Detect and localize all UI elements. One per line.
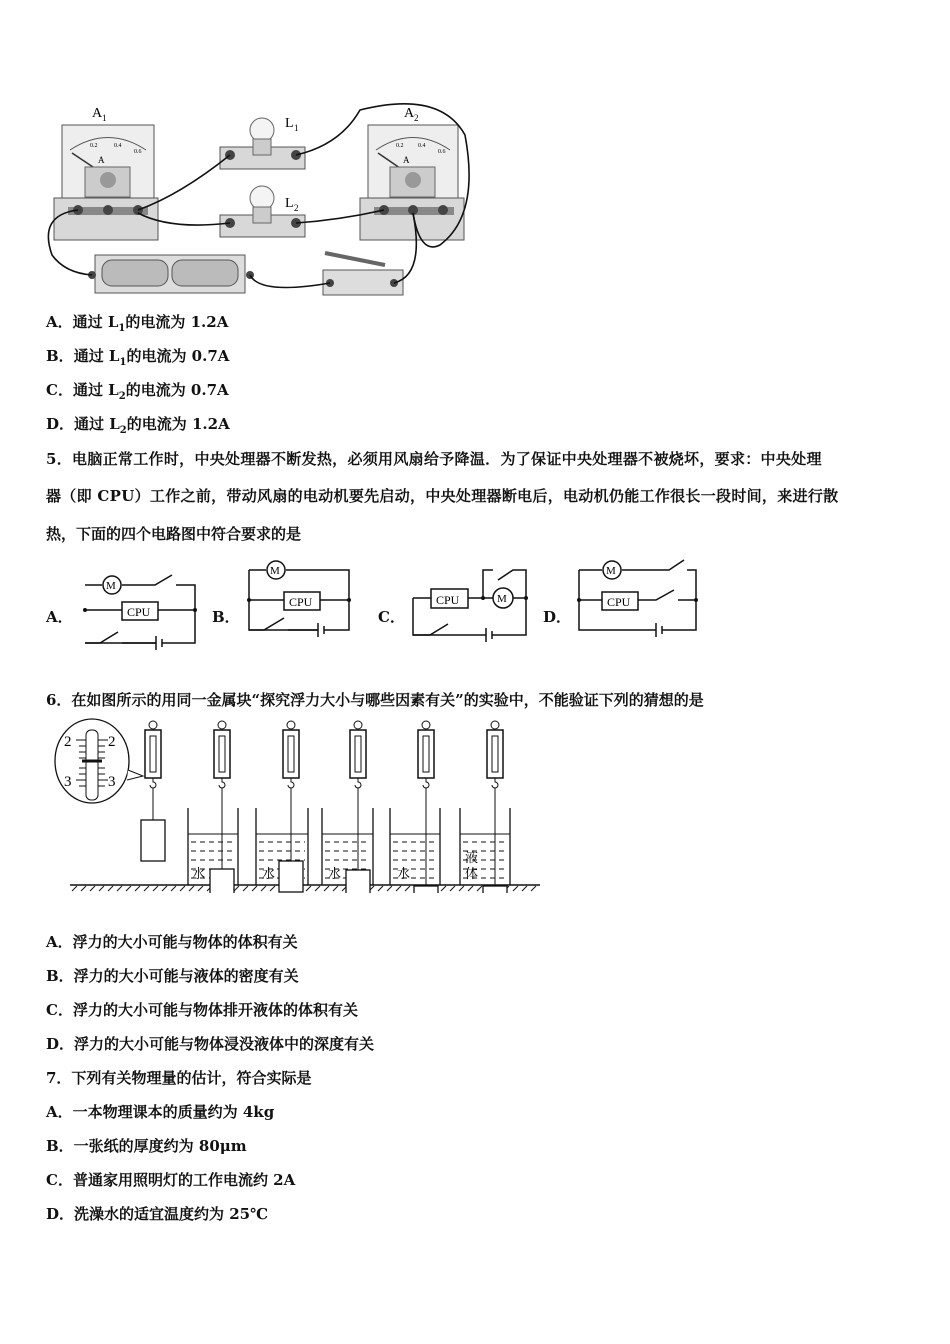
label-subscript: 1 <box>294 123 299 133</box>
water-label: 水 <box>262 866 276 881</box>
option-subscript: 2 <box>118 391 126 402</box>
option-subscript: 1 <box>118 323 126 334</box>
q5-stem-line-2: 器（即 CPU）工作之前，带动风扇的电动机要先启动，中央处理器断电后，电动机仍能工作很长一段时间，来进行散 <box>46 487 839 505</box>
motor-label: M <box>270 565 280 577</box>
scale-tick: 0.6 <box>438 149 446 155</box>
q5-option-b-label[interactable]: B． <box>212 608 240 626</box>
motor-label: M <box>497 593 507 605</box>
option-text: 的电流为 1.2A <box>126 415 230 433</box>
bulb-l2-label: L <box>285 196 294 211</box>
metal-block <box>279 861 303 892</box>
q4-option-b[interactable] <box>46 345 229 368</box>
option-text: 的电流为 0.7A <box>125 381 229 399</box>
q5-circuit-b[interactable] <box>244 555 359 640</box>
unit-label: A <box>403 155 410 165</box>
option-text: 的电流为 1.2A <box>125 313 229 331</box>
water-label: 水 <box>192 866 206 881</box>
q6-option-b[interactable]: B．浮力的大小可能与液体的密度有关 <box>46 967 299 985</box>
option-label: A． <box>46 313 73 331</box>
q5-circuit-c[interactable] <box>408 560 533 645</box>
q5-circuit-d[interactable] <box>574 555 704 640</box>
q5-stem-line-1: 5．电脑正常工作时，中央处理器不断发热，必须用风扇给予降温．为了保证中央处理器不被烧坏，要求：中央处理 <box>46 450 822 468</box>
ammeter-a1-label: A <box>92 106 103 121</box>
scale-tick: 0.4 <box>418 143 426 149</box>
cpu-label: CPU <box>289 595 313 609</box>
option-text: 通过 L <box>73 347 120 365</box>
liquid-label: 液 <box>465 850 479 865</box>
option-text: 通过 L <box>72 313 119 331</box>
metal-block <box>483 886 507 893</box>
q6-stem: 6．在如图所示的用同一金属块“探究浮力大小与哪些因素有关”的实验中，不能验证下列的猜想的是 <box>46 691 704 709</box>
option-subscript: 1 <box>119 357 127 368</box>
q5-option-d-label[interactable]: D． <box>543 608 572 626</box>
buoyancy-experiment-figure <box>50 718 550 893</box>
q6-option-a[interactable]: A．浮力的大小可能与物体的体积有关 <box>46 933 298 951</box>
q4-option-a[interactable] <box>46 311 228 334</box>
q6-option-c[interactable]: C．浮力的大小可能与物体排开液体的体积有关 <box>46 1001 358 1019</box>
q7-option-a[interactable]: A．一本物理课本的质量约为 4kg <box>46 1103 275 1121</box>
option-subscript: 2 <box>119 425 127 436</box>
q5-stem-line-3: 热，下面的四个电路图中符合要求的是 <box>46 525 302 543</box>
spring-scale <box>350 721 366 870</box>
option-text: 的电流为 0.7A <box>126 347 230 365</box>
scale-tick: 0.6 <box>134 149 142 155</box>
scale-tick: 0.2 <box>90 143 98 149</box>
motor-label: M <box>106 580 116 592</box>
option-label: D． <box>46 415 75 433</box>
scale-tick: 0.2 <box>396 143 404 149</box>
q7-option-b[interactable]: B．一张纸的厚度约为 80μm <box>46 1137 247 1155</box>
water-label: 水 <box>397 866 411 881</box>
spring-scale <box>283 721 299 861</box>
ammeter-a2-label: A <box>404 106 415 121</box>
q4-option-c[interactable] <box>46 379 229 402</box>
cpu-label: CPU <box>436 593 460 607</box>
option-text: 通过 L <box>74 415 120 433</box>
scale-mark-2: 2 <box>64 734 72 750</box>
scale-mark-3: 3 <box>108 774 116 790</box>
metal-block <box>141 820 165 861</box>
q5-option-c-label[interactable]: C． <box>378 608 405 626</box>
label-subscript: 2 <box>414 113 419 123</box>
option-label: C． <box>46 381 73 399</box>
q4-option-d[interactable] <box>46 413 230 436</box>
scale-tick: 0.4 <box>114 143 122 149</box>
q7-option-c[interactable]: C．普通家用照明灯的工作电流约 2A <box>46 1171 296 1189</box>
bulb-l2 <box>220 186 305 237</box>
spring-scale <box>214 721 230 869</box>
bulb-l1-label: L <box>285 116 294 131</box>
metal-block <box>346 870 370 893</box>
spring-scale <box>487 721 503 886</box>
option-label: B． <box>46 347 74 365</box>
water-label: 水 <box>328 866 342 881</box>
q5-option-a-label[interactable]: A． <box>46 608 73 626</box>
bulb-l1 <box>220 116 305 169</box>
q7-option-d[interactable]: D．洗澡水的适宜温度约为 25℃ <box>46 1205 269 1223</box>
scale-mark-2: 2 <box>108 734 116 750</box>
metal-block <box>414 886 438 893</box>
label-subscript: 2 <box>294 203 299 213</box>
q7-stem: 7．下列有关物理量的估计，符合实际是 <box>46 1069 312 1087</box>
metal-block <box>210 869 234 893</box>
ammeter-a1 <box>54 106 158 240</box>
switch <box>323 253 403 295</box>
cpu-label: CPU <box>607 595 631 609</box>
q6-option-d[interactable]: D．浮力的大小可能与物体浸没液体中的深度有关 <box>46 1035 375 1053</box>
q5-circuit-a[interactable] <box>80 570 205 650</box>
scale-mark-3: 3 <box>64 774 72 790</box>
unit-label: A <box>98 155 105 165</box>
spring-scale <box>418 721 434 886</box>
liquid-label: 体 <box>465 866 479 881</box>
battery <box>88 255 254 293</box>
option-text: 通过 L <box>72 381 119 399</box>
scale-magnifier <box>55 719 143 803</box>
ammeter-a2 <box>360 106 464 240</box>
cpu-label: CPU <box>127 605 151 619</box>
label-subscript: 1 <box>102 113 107 123</box>
spring-scale <box>145 721 161 820</box>
circuit-diagram-ammeters <box>40 95 470 300</box>
motor-label: M <box>606 565 616 577</box>
